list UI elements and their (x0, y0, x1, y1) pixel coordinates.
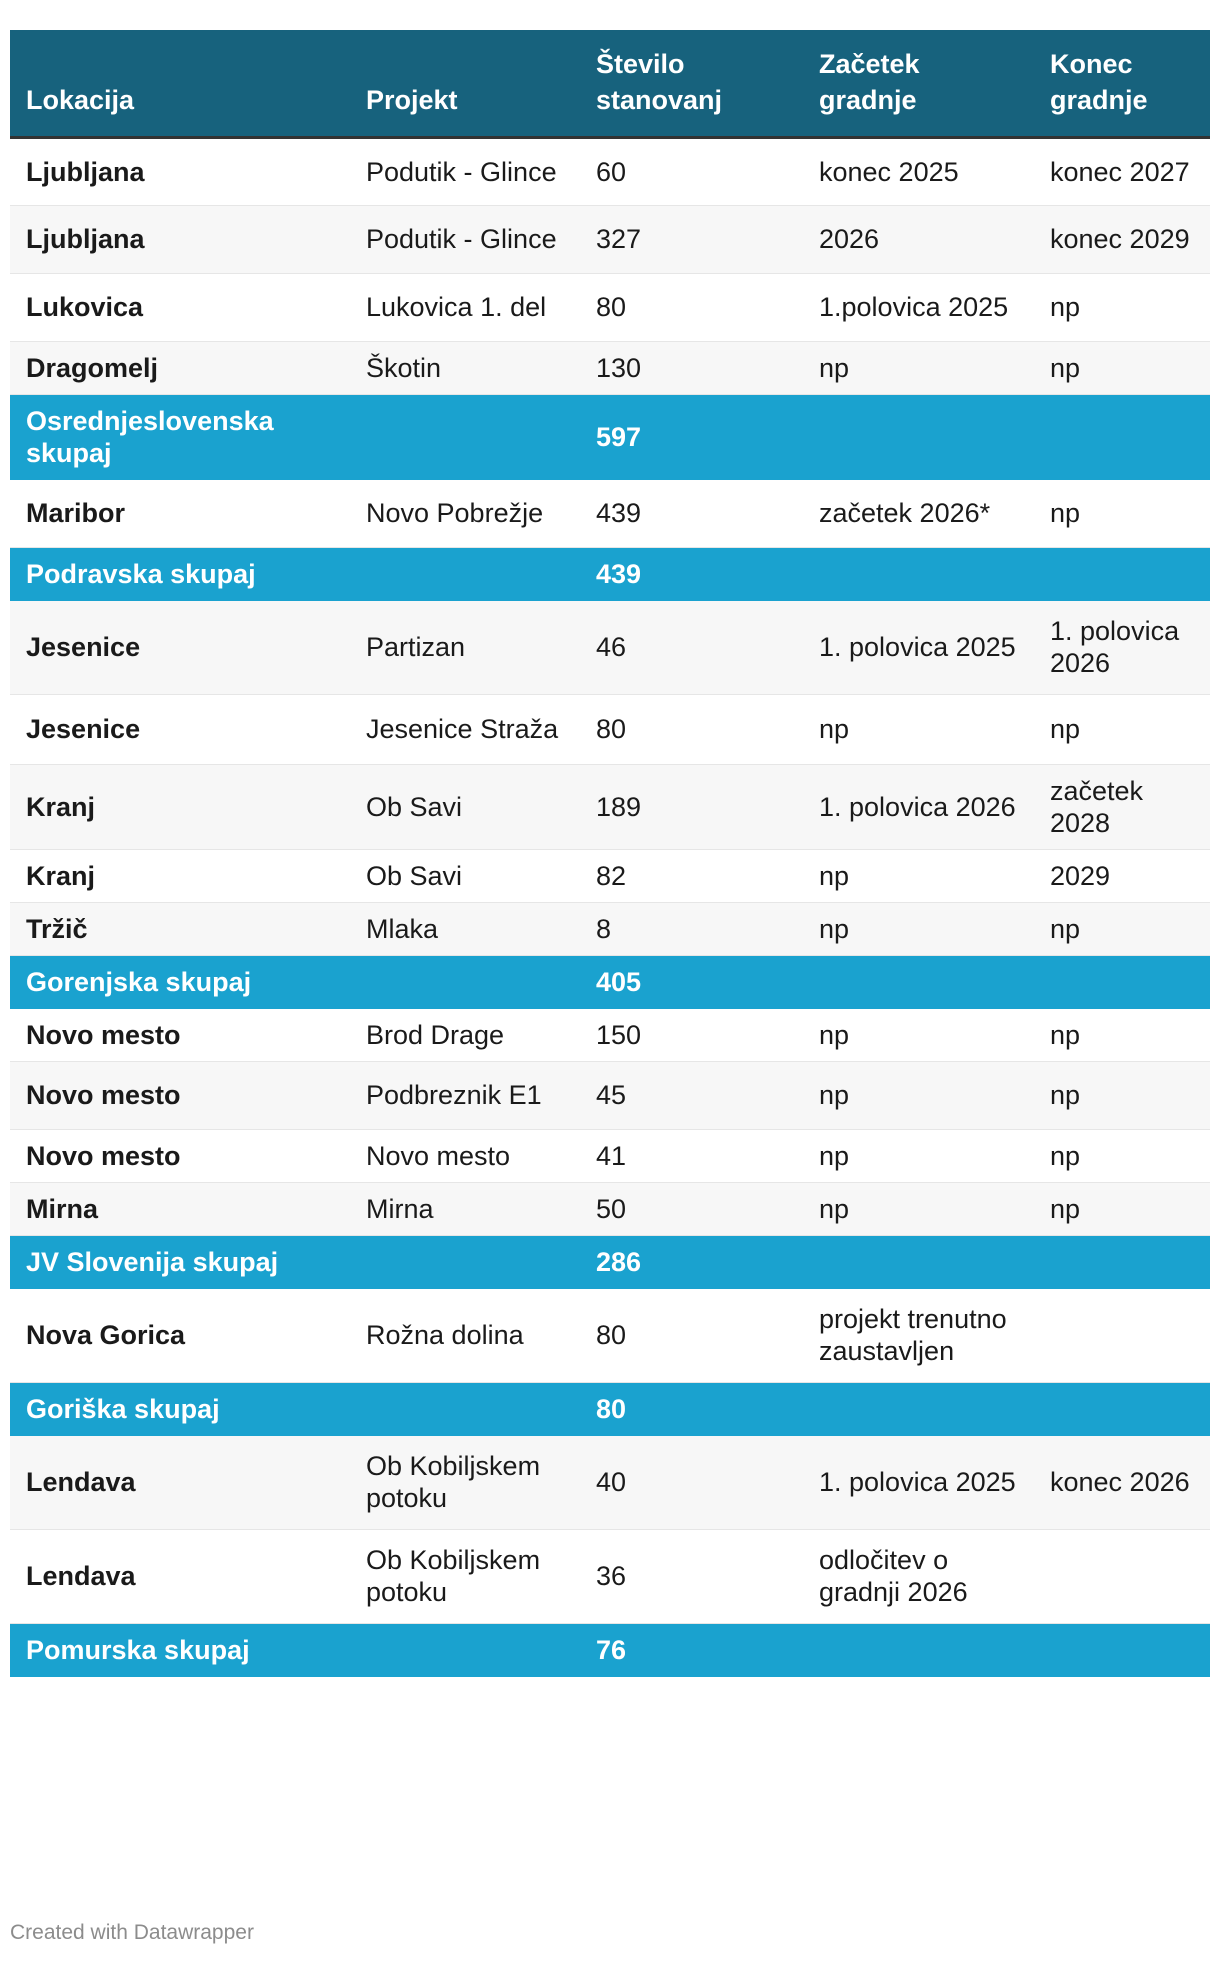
cell-zacetek-gradnje: np (803, 694, 1034, 764)
cell-lokacija: Mirna (10, 1182, 350, 1235)
column-header-stevilo-stanovanj[interactable]: Število stanovanj (596, 48, 723, 115)
table-row (10, 1182, 1210, 1235)
cell-projekt (350, 1623, 580, 1676)
cell-zacetek-gradnje (803, 955, 1034, 1008)
cell-projekt: Partizan (350, 600, 580, 694)
cell-lokacija: Ljubljana (10, 137, 350, 205)
cell-stevilo-stanovanj: 80 (580, 273, 803, 341)
table-row (10, 1061, 1210, 1129)
column-header-projekt[interactable]: Projekt (366, 84, 458, 115)
cell-stevilo-stanovanj: 60 (580, 137, 803, 205)
cell-konec-gradnje: np (1034, 1182, 1210, 1235)
cell-stevilo-stanovanj: 8 (580, 902, 803, 955)
cell-projekt: Jesenice Straža (350, 694, 580, 764)
cell-projekt: Ob Kobiljskem potoku (350, 1435, 580, 1529)
cell-lokacija: JV Slovenija skupaj (10, 1235, 350, 1288)
subtotal-row (10, 1382, 1210, 1435)
cell-stevilo-stanovanj: 439 (580, 547, 803, 600)
cell-stevilo-stanovanj: 150 (580, 1008, 803, 1061)
subtotal-row (10, 1623, 1210, 1676)
cell-stevilo-stanovanj: 597 (580, 394, 803, 479)
table-row (10, 694, 1210, 764)
cell-zacetek-gradnje: konec 2025 (803, 137, 1034, 205)
cell-stevilo-stanovanj: 41 (580, 1129, 803, 1182)
cell-projekt: Ob Savi (350, 764, 580, 849)
cell-lokacija: Kranj (10, 849, 350, 902)
cell-zacetek-gradnje (803, 1623, 1034, 1676)
table-body (10, 137, 1210, 1676)
cell-lokacija: Gorenjska skupaj (10, 955, 350, 1008)
table-row (10, 1008, 1210, 1061)
cell-konec-gradnje: np (1034, 694, 1210, 764)
cell-lokacija: Nova Gorica (10, 1288, 350, 1382)
cell-lokacija: Ljubljana (10, 205, 350, 273)
cell-konec-gradnje: konec 2026 (1034, 1435, 1210, 1529)
cell-lokacija: Goriška skupaj (10, 1382, 350, 1435)
cell-projekt: Ob Kobiljskem potoku (350, 1529, 580, 1623)
cell-zacetek-gradnje: np (803, 902, 1034, 955)
cell-projekt: Ob Savi (350, 849, 580, 902)
cell-konec-gradnje: np (1034, 479, 1210, 547)
cell-zacetek-gradnje: np (803, 1182, 1034, 1235)
cell-zacetek-gradnje: projekt trenutno zaustavljen (803, 1288, 1034, 1382)
cell-projekt: Podutik - Glince (350, 205, 580, 273)
table-row (10, 1529, 1210, 1623)
cell-zacetek-gradnje (803, 394, 1034, 479)
cell-konec-gradnje: konec 2029 (1034, 205, 1210, 273)
cell-konec-gradnje (1034, 1382, 1210, 1435)
cell-projekt: Lukovica 1. del (350, 273, 580, 341)
cell-lokacija: Kranj (10, 764, 350, 849)
table-row (10, 205, 1210, 273)
table-row (10, 849, 1210, 902)
subtotal-row (10, 547, 1210, 600)
cell-stevilo-stanovanj: 80 (580, 1288, 803, 1382)
cell-konec-gradnje: np (1034, 902, 1210, 955)
cell-projekt: Mirna (350, 1182, 580, 1235)
cell-zacetek-gradnje: 1. polovica 2025 (803, 1435, 1034, 1529)
table-header (10, 30, 1210, 137)
cell-konec-gradnje (1034, 1235, 1210, 1288)
table-row (10, 479, 1210, 547)
cell-konec-gradnje (1034, 955, 1210, 1008)
cell-zacetek-gradnje: np (803, 341, 1034, 394)
cell-stevilo-stanovanj: 80 (580, 1382, 803, 1435)
cell-lokacija: Jesenice (10, 694, 350, 764)
column-header-lokacija[interactable]: Lokacija (26, 84, 135, 115)
subtotal-row (10, 394, 1210, 479)
cell-projekt: Rožna dolina (350, 1288, 580, 1382)
cell-stevilo-stanovanj: 50 (580, 1182, 803, 1235)
cell-zacetek-gradnje: 2026 (803, 205, 1034, 273)
cell-konec-gradnje: 2029 (1034, 849, 1210, 902)
cell-lokacija: Jesenice (10, 600, 350, 694)
cell-projekt (350, 547, 580, 600)
cell-stevilo-stanovanj: 286 (580, 1235, 803, 1288)
table-row (10, 1288, 1210, 1382)
cell-zacetek-gradnje: np (803, 1061, 1034, 1129)
cell-stevilo-stanovanj: 45 (580, 1061, 803, 1129)
column-header-konec-gradnje[interactable]: Konec gradnje (1050, 48, 1148, 115)
cell-zacetek-gradnje (803, 547, 1034, 600)
cell-lokacija: Maribor (10, 479, 350, 547)
header-row (10, 30, 1210, 137)
cell-konec-gradnje: np (1034, 1129, 1210, 1182)
cell-stevilo-stanovanj: 82 (580, 849, 803, 902)
subtotal-row (10, 955, 1210, 1008)
cell-projekt: Škotin (350, 341, 580, 394)
table-row (10, 273, 1210, 341)
cell-stevilo-stanovanj: 36 (580, 1529, 803, 1623)
cell-lokacija: Tržič (10, 902, 350, 955)
cell-stevilo-stanovanj: 405 (580, 955, 803, 1008)
cell-zacetek-gradnje: np (803, 1008, 1034, 1061)
subtotal-row (10, 1235, 1210, 1288)
cell-projekt: Novo mesto (350, 1129, 580, 1182)
cell-stevilo-stanovanj: 130 (580, 341, 803, 394)
cell-konec-gradnje: np (1034, 273, 1210, 341)
table-row (10, 1129, 1210, 1182)
cell-zacetek-gradnje: np (803, 849, 1034, 902)
cell-lokacija: Osrednjeslovenska skupaj (10, 394, 350, 479)
cell-lokacija: Novo mesto (10, 1008, 350, 1061)
cell-konec-gradnje (1034, 394, 1210, 479)
table-container (10, 30, 1210, 1677)
column-header-zacetek-gradnje[interactable]: Začetek gradnje (819, 48, 920, 115)
cell-konec-gradnje (1034, 547, 1210, 600)
cell-projekt (350, 1235, 580, 1288)
cell-konec-gradnje: 1. polovica 2026 (1034, 600, 1210, 694)
cell-projekt: Novo Pobrežje (350, 479, 580, 547)
cell-stevilo-stanovanj: 439 (580, 479, 803, 547)
cell-zacetek-gradnje (803, 1235, 1034, 1288)
cell-lokacija: Lendava (10, 1435, 350, 1529)
cell-lokacija: Pomurska skupaj (10, 1623, 350, 1676)
cell-lokacija: Lukovica (10, 273, 350, 341)
cell-zacetek-gradnje: 1. polovica 2025 (803, 600, 1034, 694)
cell-projekt: Podutik - Glince (350, 137, 580, 205)
cell-konec-gradnje: začetek 2028 (1034, 764, 1210, 849)
cell-lokacija: Podravska skupaj (10, 547, 350, 600)
cell-zacetek-gradnje: np (803, 1129, 1034, 1182)
housing-projects-table (10, 30, 1210, 1677)
cell-stevilo-stanovanj: 46 (580, 600, 803, 694)
cell-konec-gradnje: np (1034, 1061, 1210, 1129)
cell-projekt (350, 955, 580, 1008)
cell-zacetek-gradnje: 1.polovica 2025 (803, 273, 1034, 341)
cell-konec-gradnje: np (1034, 1008, 1210, 1061)
cell-projekt: Podbreznik E1 (350, 1061, 580, 1129)
cell-zacetek-gradnje (803, 1382, 1034, 1435)
cell-stevilo-stanovanj: 76 (580, 1623, 803, 1676)
table-row (10, 1435, 1210, 1529)
cell-stevilo-stanovanj: 189 (580, 764, 803, 849)
cell-zacetek-gradnje: odločitev o gradnji 2026 (803, 1529, 1034, 1623)
cell-projekt: Mlaka (350, 902, 580, 955)
cell-lokacija: Dragomelj (10, 341, 350, 394)
cell-konec-gradnje (1034, 1623, 1210, 1676)
cell-projekt (350, 1382, 580, 1435)
cell-zacetek-gradnje: 1. polovica 2026 (803, 764, 1034, 849)
cell-konec-gradnje (1034, 1288, 1210, 1382)
cell-konec-gradnje (1034, 1529, 1210, 1623)
table-row (10, 137, 1210, 205)
cell-projekt (350, 394, 580, 479)
cell-lokacija: Novo mesto (10, 1061, 350, 1129)
cell-projekt: Brod Drage (350, 1008, 580, 1061)
datawrapper-credit[interactable]: Created with Datawrapper (10, 1921, 254, 1944)
table-row (10, 341, 1210, 394)
cell-lokacija: Novo mesto (10, 1129, 350, 1182)
cell-stevilo-stanovanj: 80 (580, 694, 803, 764)
table-row (10, 764, 1210, 849)
cell-konec-gradnje: np (1034, 341, 1210, 394)
cell-stevilo-stanovanj: 40 (580, 1435, 803, 1529)
cell-lokacija: Lendava (10, 1529, 350, 1623)
table-row (10, 902, 1210, 955)
cell-zacetek-gradnje: začetek 2026* (803, 479, 1034, 547)
table-row (10, 600, 1210, 694)
cell-konec-gradnje: konec 2027 (1034, 137, 1210, 205)
cell-stevilo-stanovanj: 327 (580, 205, 803, 273)
